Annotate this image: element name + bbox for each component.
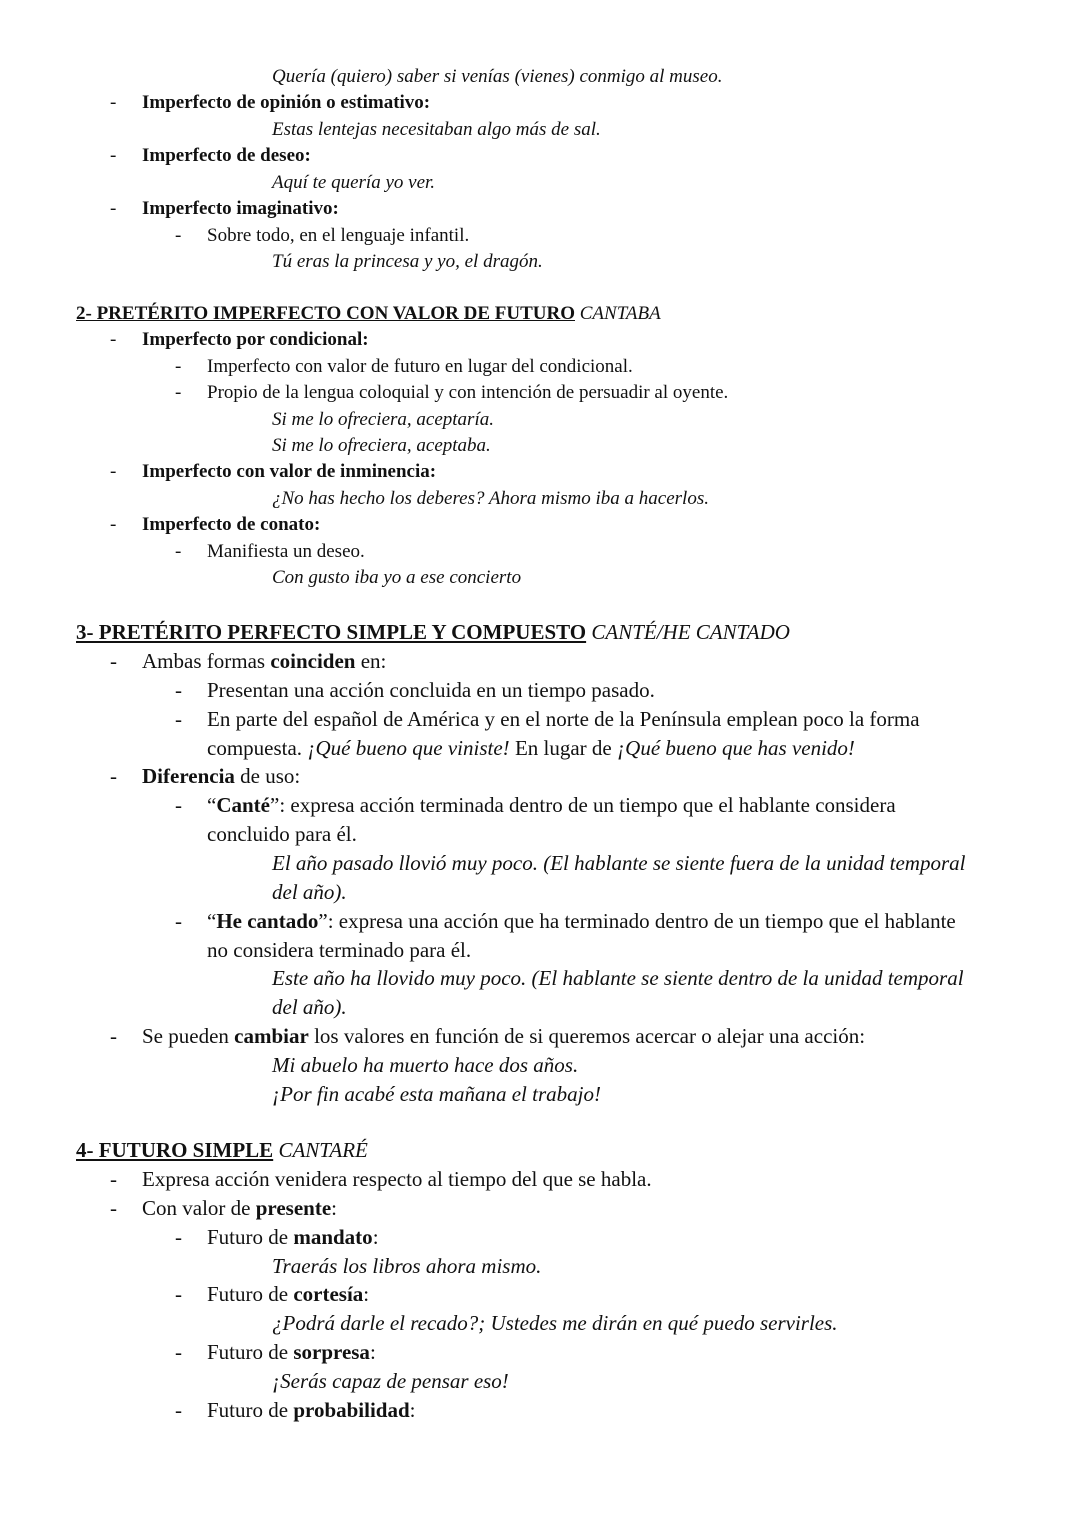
example-text: Quería (quiero) saber si venías (vienes) conmigo al museo. [272,66,723,87]
note-text: Manifiesta un deseo. [207,541,365,562]
text-run-bold: Canté [216,793,270,817]
body-text: Presentan una acción concluida en un tiempo pasado. [207,678,655,702]
body-text [207,1400,416,1421]
bullet-dash: - [175,382,182,403]
subheading: Imperfecto imaginativo: [142,198,339,219]
text-run-bold: probabilidad [293,1398,410,1422]
example-text: Estas lentejas necesitaban algo más de sal. [272,119,601,140]
example-text: del año). [272,880,347,904]
example-text: Aquí te quería yo ver. [272,172,436,193]
text-run: : [363,1282,370,1306]
text-run-bold: cortesía [293,1282,364,1306]
text-run: : [372,1225,379,1249]
text-run: En lugar de [514,736,612,760]
subheading: Imperfecto de opinión o estimativo: [142,92,431,113]
text-run: los valores en función de si queremos acercar o alejar una acción: [314,1024,866,1048]
bullet-dash: - [175,1282,182,1306]
body-text: Expresa acción venidera respecto al tiempo del que se habla. [142,1167,652,1191]
body-text [207,1342,376,1363]
bullet-dash: - [175,793,182,817]
bullet-dash: - [175,1398,182,1422]
body-text: no considera terminado para él. [207,938,472,962]
text-run-italic: ¡Qué bueno que viniste! [307,736,510,760]
text-run-bold: presente [255,1196,332,1220]
text-run-bold: Diferencia [142,764,235,788]
bullet-dash: - [175,541,182,562]
text-run: ”: expresa una acción que ha terminado dentro de un tiempo que el hablante [318,909,956,933]
bullet-dash: - [110,329,117,350]
bullet-dash: - [175,1340,182,1364]
example-text: Este año ha llovido muy poco. (El hablante se siente dentro de la unidad temporal [272,966,964,990]
verb-form: CANTÉ/HE CANTADO [591,620,790,644]
text-run: Futuro de [207,1282,289,1306]
text-run-bold: coinciden [270,649,356,673]
text-run-bold: cambiar [234,1024,309,1048]
text-run: Ambas formas [142,649,266,673]
text-run: : [409,1398,416,1422]
note-text: Imperfecto con valor de futuro en lugar del condicional. [207,356,633,377]
body-text: concluido para él. [207,822,357,846]
text-run: en: [360,649,387,673]
bullet-dash: - [110,649,117,673]
bullet-dash: - [110,92,117,113]
bullet-dash: - [110,1196,117,1220]
section-title: 3- PRETÉRITO PERFECTO SIMPLE Y COMPUESTO [76,620,587,644]
example-text: El año pasado llovió muy poco. (El hablante se siente fuera de la unidad temporal [272,851,966,875]
text-run: de uso: [240,764,301,788]
body-text [207,911,956,932]
subheading: Imperfecto con valor de inminencia: [142,461,437,482]
text-run: “ [207,909,217,933]
note-text: Sobre todo, en el lenguaje infantil. [207,225,470,246]
example-text: Traerás los libros ahora mismo. [272,1254,542,1278]
text-run-bold: mandato [293,1225,373,1249]
text-run-bold: He cantado [216,909,319,933]
subheading: Imperfecto por condicional: [142,329,369,350]
body-text [207,1227,379,1248]
bullet-dash: - [110,198,117,219]
text-run: Futuro de [207,1340,289,1364]
section-title: 2- PRETÉRITO IMPERFECTO CON VALOR DE FUTURO [76,303,575,324]
example-text: Con gusto iba yo a ese concierto [272,567,522,588]
note-text: Propio de la lengua coloquial y con intención de persuadir al oyente. [207,382,729,403]
bullet-dash: - [175,707,182,731]
bullet-dash: - [175,1225,182,1249]
bullet-dash: - [175,225,182,246]
body-text [207,1284,369,1305]
bullet-dash: - [110,145,117,166]
subheading: Imperfecto de deseo: [142,145,311,166]
verb-form: CANTABA [579,303,661,324]
example-text: Si me lo ofreciera, aceptaba. [272,435,491,456]
body-text: En parte del español de América y en el norte de la Península emplean poco la forma [207,707,920,731]
bullet-dash: - [175,678,182,702]
example-text: ¡Por fin acabé esta mañana el trabajo! [272,1082,601,1106]
example-text: ¡Serás capaz de pensar eso! [272,1369,509,1393]
verb-form: CANTARÉ [278,1138,368,1162]
section-heading [76,1140,368,1161]
text-run: “ [207,793,217,817]
text-run: Se pueden [142,1024,229,1048]
example-text: ¿No has hecho los deberes? Ahora mismo iba a hacerlos. [272,488,709,509]
section-title: 4- FUTURO SIMPLE [76,1138,274,1162]
body-text [207,795,896,816]
bullet-dash: - [110,461,117,482]
body-text [142,1198,337,1219]
example-text: del año). [272,995,347,1019]
text-run: Futuro de [207,1225,289,1249]
section-heading [76,622,790,643]
text-run: ”: expresa acción terminada dentro de un tiempo que el hablante considera [270,793,896,817]
text-run: Con valor de [142,1196,251,1220]
section-heading [76,304,661,323]
text-run: : [331,1196,338,1220]
bullet-dash: - [110,764,117,788]
text-run-italic: ¡Qué bueno que has venido! [616,736,855,760]
bullet-dash: - [175,909,182,933]
bullet-dash: - [110,514,117,535]
text-run: : [369,1340,376,1364]
bullet-dash: - [175,356,182,377]
text-run-bold: sorpresa [293,1340,370,1364]
text-run: compuesta. [207,736,303,760]
text-run: Futuro de [207,1398,289,1422]
bullet-dash: - [110,1024,117,1048]
example-text: Si me lo ofreciera, aceptaría. [272,409,494,430]
bullet-dash: - [110,1167,117,1191]
example-text: Tú eras la princesa y yo, el dragón. [272,251,543,272]
example-text: Mi abuelo ha muerto hace dos años. [272,1053,579,1077]
body-text [142,651,386,672]
body-text [142,766,300,787]
example-text: ¿Podrá darle el recado?; Ustedes me dirán en qué puedo servirles. [272,1311,838,1335]
subheading: Imperfecto de conato: [142,514,321,535]
body-text [207,738,855,759]
body-text [142,1026,865,1047]
